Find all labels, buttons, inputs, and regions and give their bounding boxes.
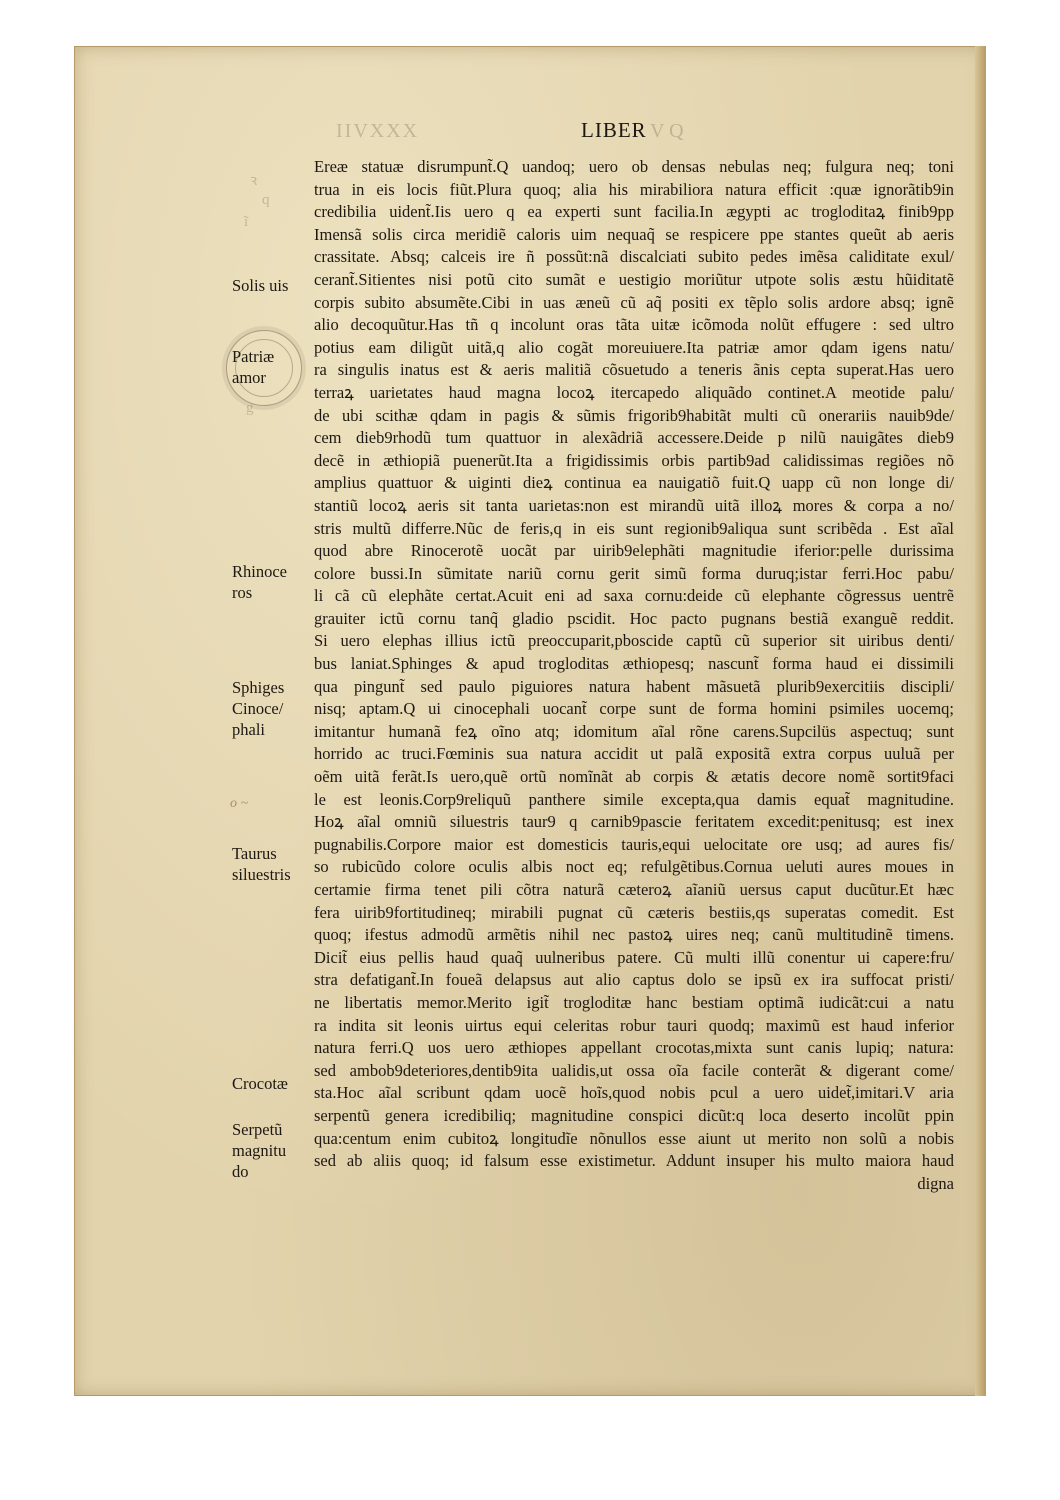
text-line: colore bussi.In sũmitate nariũ cornu gerit simũ forma duruq;istar ferri.Hoc pabu/ bbox=[314, 563, 954, 583]
text-line: sta.Hoc aĩal scribunt qdam uocẽ hoĩs,quod nobis pcul a uero uidet̃,imitari.V aria bbox=[314, 1083, 954, 1103]
page-header bbox=[0, 118, 1060, 148]
text-line: Hoꝝ aĩal omniũ siluestris taur9 q carnib9pascie feritatem excedit:penitusq; est inex bbox=[314, 812, 954, 832]
text-line: decẽ in æthiopiã puenerũt.Ita a frigidissimis orbis partib9ad calidissimas regiões nõ bbox=[314, 450, 954, 470]
text-line: natura ferri.Q uos uero æthiopes appellant crocotas,mixta sunt canis lupiq; natura: bbox=[314, 1038, 954, 1058]
margin-note-taurus: Taurus siluestris bbox=[232, 844, 291, 884]
margin-note-rhinoceros: Rhinoce ros bbox=[232, 562, 287, 602]
text-line: terraꝝ uarietates haud magna locoꝝ itercapedo aliquãdo continet.A meotide palu/ bbox=[314, 382, 954, 402]
text-line: bus laniat.Sphinges & apud trogloditas æthiopesq; nascunt̃ forma haud ei dissimili bbox=[314, 654, 954, 674]
catchword: digna bbox=[917, 1173, 954, 1193]
text-line: stris multũ differre.Nũc de feris,q in eis sunt regionib9aliqua sunt scribẽda . Est aĩal bbox=[314, 518, 954, 538]
text-line: cem dieb9rhodũ tum quattuor in alexãdriã accessere.Deide p nilũ nauigãtes dieb9 bbox=[314, 428, 954, 448]
text-line: trua in eis locis fiũt.Plura quoq; alia his mirabiliora natura efficit :quæ ignorãtib9in bbox=[314, 179, 954, 199]
margin-note-crocotae: Crocotæ bbox=[232, 1074, 288, 1093]
text-line: certamie firma tenet pili cõtra naturã cæteroꝝ aĩaniũ uersus caput ducũtur.Et hæc bbox=[314, 880, 954, 899]
text-line: pugnabilis.Corpore maior est domesticis tauris,equi uelocitate ore usq; ad aures fis/ bbox=[314, 834, 954, 854]
text-line: oẽm uitã ferãt.Is uero,quẽ ortũ nomĩnãt ab corpis & ætatis decore nomẽ sortit9faci bbox=[314, 767, 954, 787]
marginal-scribble: o ~ bbox=[230, 796, 249, 811]
text-line: sed ambob9deteriores,dentib9ita ualidis,ut ossa oĩa facile conterãt & digerant come/ bbox=[314, 1060, 954, 1080]
margin-note-patriae: Patriæ amor bbox=[232, 347, 275, 387]
text-line: serpentũ genera icredibiliq; magnitudine conspici dicũt:q loca deserto incolũt ppin bbox=[314, 1105, 954, 1125]
show-through-marks: ĩ bbox=[244, 214, 249, 230]
text-line: ra singulis inatus est & aeris malitiã cõsuetudo a teneris ãnis cepta superat.Has uero bbox=[314, 360, 954, 380]
text-line: horrido ac truci.Fœminis sua natura accidit ut palã expositã extra corpus uuluã per bbox=[314, 744, 954, 764]
text-line: credibilia uident̃.Iis uero q ea experti sunt facilia.In ægypti ac trogloditaꝝ finib9pp bbox=[314, 202, 954, 222]
text-line: imitantur humanã feꝝ oĩno atq; idomitum aĩal rõne carens.Supcilüs aspectuq; sunt bbox=[314, 721, 954, 741]
text-line: fera uirib9fortitudineq; mirabili pugnat cũ cæteris bestiis,qs superatas comedit. Est bbox=[314, 902, 954, 922]
text-line: crassitate. Absq; calceis ire ñ possũt:nã discalciati subito pedes imẽsa caliditate exul/ bbox=[314, 247, 954, 267]
text-line: nisq; aptam.Q ui cinocephali uocant̃ corpe sunt de forma homini psimiles uocemq; bbox=[314, 699, 954, 719]
text-line: sed ab aliis quoq; id falsum esse existimetur. Addunt insuper his multo maiora haud bbox=[314, 1151, 954, 1171]
text-line: grauiter ictũ cornu tanq̃ gladio pscidit. Hoc pacto pugnans bestiã exanguẽ reddit. bbox=[314, 608, 954, 628]
margin-note-sphinges: Sphiges Cinoce/ phali bbox=[232, 678, 285, 739]
text-line: amplius quattuor & uiginti dieꝝ continua ea nauigatiõ fuit.Q uapp cũ non longe di/ bbox=[314, 473, 954, 493]
text-line: stra defatigant̃.In foueã delapsus aut alio captus dolo se ipsũ ex ira suffocat pristi/ bbox=[314, 970, 954, 990]
text-line: Imensã solis circa meridiẽ caloris uim nequaq̃ se respicere ppe stantes queũt ab aeris bbox=[314, 224, 954, 244]
text-line: Ereæ statuæ disrumpunt̃.Q uandoq; uero ob densas nebulas neq; fulgura neq; toni bbox=[314, 157, 954, 176]
text-line: stantiũ locoꝝ aeris sit tanta uarietas:non est mirandũ uitã illoꝝ mores & corpa a no/ bbox=[314, 495, 954, 515]
text-line: corpis subito absumẽte.Cibi in uas æneũ cũ aq̃ positi ex tẽplo solis ardore absq; ignẽ bbox=[314, 292, 954, 312]
margin-note-solis: Solis uis bbox=[232, 276, 289, 295]
show-through-marks: q bbox=[262, 192, 270, 208]
show-through-mark: V Q bbox=[650, 120, 684, 142]
margin-note-serpentum: Serpetũ magnitu do bbox=[232, 1120, 287, 1181]
text-line: cerant̃.Sitientes nisi potũ cito sumãt e uestigio moriũtur utpote solis æstu hũiditatẽ bbox=[314, 269, 954, 289]
show-through-marks: g bbox=[246, 400, 254, 416]
text-line: so rubicũdo colore oculis albis noct eq; refulgẽtibus.Cornua ueluti aures moues in bbox=[314, 857, 954, 877]
text-line: alio decoquũtur.Has tñ q incolunt oras tãta uitæ icõmoda nolũt effugere : sed ultro bbox=[314, 315, 954, 335]
text-line: quod abre Rinocerotẽ uocãt par uirib9elephãti magnitudie iferior:pelle durissima bbox=[314, 541, 954, 561]
show-through-folio-numeral: IIVXXX bbox=[336, 120, 420, 142]
text-line: ra indita sit leonis uirtus equi celeritas robur tauri quodq; maximũ est haud inferior bbox=[314, 1015, 954, 1035]
running-head: LIBER bbox=[581, 118, 647, 142]
text-line: qua:centum enim cubitoꝝ longitudĩe nõnullos esse aiunt ut merito non solũ a nobis bbox=[314, 1128, 954, 1148]
show-through-marks: ꝛ bbox=[250, 173, 258, 189]
text-line: ne libertatis memor.Merito igit̃ trogloditæ hanc bestiam optimã iudicãt:cui a natu bbox=[314, 992, 954, 1012]
page-edge bbox=[975, 46, 986, 1396]
text-line: Dicit̃ eius pellis haud quaq̃ uulneribus patere. Cũ multi illũ conentur ui capere:fru/ bbox=[314, 947, 954, 967]
text-line: de ubi scithæ qdam in pagis & sũmis frigorib9habitãt multi cũ onerariis nauib9de/ bbox=[314, 405, 954, 425]
text-line: le est leonis.Corp9reliquũ panthere simile excepta,qua damis equat̃ magnitudine. bbox=[314, 789, 954, 809]
text-line: qua pingunt̃ sed paulo piguiores natura habent mãsuetã plurib9exercitiis discipli/ bbox=[314, 676, 954, 696]
text-line: potius eam diligũt uitã,q alio cogãt moreuiuere.Ita patriæ amor qdam igens natu/ bbox=[314, 337, 954, 357]
text-line: li cã cũ elephãte certat.Acuit eni ad saxa cornu:deide cũ elephante cõgressus uentrẽ bbox=[314, 586, 954, 606]
text-line: quoq; ifestus admodũ armẽtis nihil nec pastoꝝ uires neq; canũ multitudinẽ timens. bbox=[314, 925, 954, 945]
body-text-column bbox=[314, 156, 954, 1195]
text-line: Si uero elephas illius ictũ preoccuparit,pboscide captũ cũ superior sit uiribus denti/ bbox=[314, 631, 954, 651]
